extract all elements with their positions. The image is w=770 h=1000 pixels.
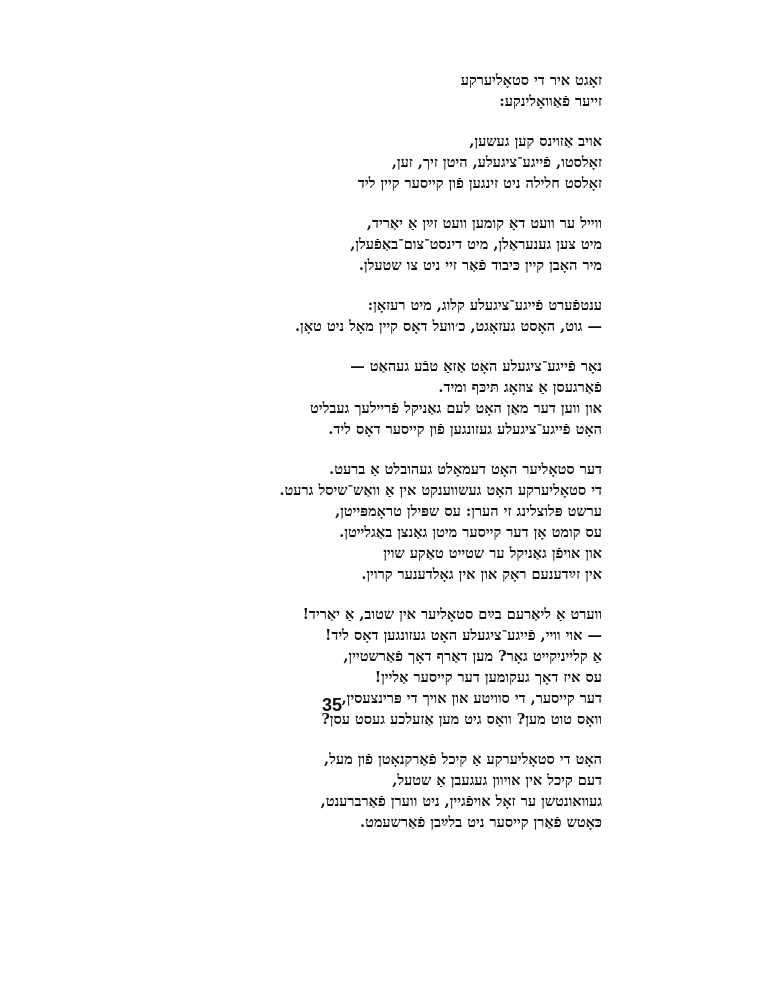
poem-line: די סטאָליערקע האָט געשווענקט אין אַ וואַש־שיסל גרעט.	[279, 482, 602, 499]
poem-line: ווערט אַ ליאַרעם בײַם סטאָליער אין שטוב, אַ יאַריד!	[302, 606, 602, 623]
poem-intro	[182, 70, 602, 112]
poem-line: דער סטאָליער האָט דעמאָלט געהובלט אַ ברעט.	[329, 461, 602, 478]
poem-line: פֿאַרגעסן אַ צוזאָג תּיכּף ומיד.	[438, 379, 602, 396]
poem-line: זאָלסט חלילה ניט זינגען פֿון קייסער קיין ליד	[357, 175, 602, 192]
poem-line: ערשט פּלוצלינג זי הערן: עס שפּילן טראָמפּייטן,	[335, 503, 602, 520]
intro-line: זייער פֿאַוואָלינקע:	[499, 93, 602, 110]
poem-line: עס קומט אָן דער קייסער מיטן גאַנצן באַגלייטן.	[339, 524, 602, 541]
intro-line: זאָגט איר די סטאָליערקע	[460, 72, 602, 89]
poem-line: מיר האָבן קיין כּיבוד פֿאַר זיי ניט צו שטעלן.	[358, 257, 602, 274]
poem-line: און אויפֿן גאַניקל ער שטייט טאַקע שוין	[383, 545, 602, 562]
poem-line: האָט פֿייגע־ציגעלע געזונגען פֿון קייסער דאָס ליד.	[328, 421, 602, 438]
poem-line: אין זײַדענעם ראָק און אין גאָלדענער קרוין.	[361, 566, 602, 583]
poem-line: עס איז דאָך געקומען דער קייסער אַליין!	[374, 669, 602, 686]
stanza-list	[182, 131, 602, 833]
poem-line: ענטפֿערט פֿייגע־ציגעלע קלוג, מיט רעזאָן:	[367, 297, 602, 314]
poem-line: — אוי ווײ, פֿייגע־ציגעלע האָט געזונגען דאָס ליד!	[325, 627, 602, 644]
poem-line: האָט די סטאָליערקע אַ קיכל פֿאַרקנאָטן פֿון מעל,	[324, 751, 602, 768]
stanza	[182, 131, 602, 194]
poem-line: אויב אַזוינס קען געשען,	[469, 133, 602, 150]
stanza	[182, 749, 602, 833]
poem-line: — גוט, האָסט געזאָגט, כ׳וועל דאָס קיין מאָל ניט טאָן.	[294, 318, 602, 335]
poem-line: געוואונטשן ער זאָל אויפֿגיין, ניט ווערן פֿאַרברענט,	[320, 793, 602, 810]
poem-line: אַ קלייניקייט גאָר? מען דאַרף דאָך פֿאַרשטיין,	[343, 648, 602, 665]
poem-line: וואָס טוט מען? וואָס גיט מען אַזעלכע געסט עסן?	[321, 711, 602, 728]
poem-line: דעם קיכל אין אויוון געגעבן אַ שטעל,	[392, 772, 602, 789]
stanza	[182, 295, 602, 337]
page-number: 35	[322, 695, 343, 715]
poem-line: מיט צען גענעראַלן, מיט דינסט־צום־באַפֿעלן,	[350, 236, 602, 253]
poem-line: ווייל ער וועט דאָ קומען וועט זײַן אַ יאַריד,	[366, 215, 602, 232]
poem-text	[182, 70, 602, 852]
poem-line: כּאָטש פֿאַרן קייסער ניט בלײַבן פֿאַרשעמט.	[360, 814, 602, 831]
stanza	[182, 459, 602, 585]
poem-line: זאָלסטו, פֿייגע־ציגעלע, היטן זיך, זען,	[391, 154, 602, 171]
stanza	[182, 356, 602, 440]
poem-line: דער קייסער, די סוויטע און אויך די פּרינצעסין,	[341, 690, 602, 707]
stanza	[182, 213, 602, 276]
poem-line: נאָר פֿייגע־ציגעלע האָט אַזאַ טבֿע געהאַט —	[350, 358, 602, 375]
stanza	[182, 604, 602, 730]
poem-line: און ווען דער מאַן האָט לעם גאַניקל פֿריילעך געבליט	[310, 400, 602, 417]
